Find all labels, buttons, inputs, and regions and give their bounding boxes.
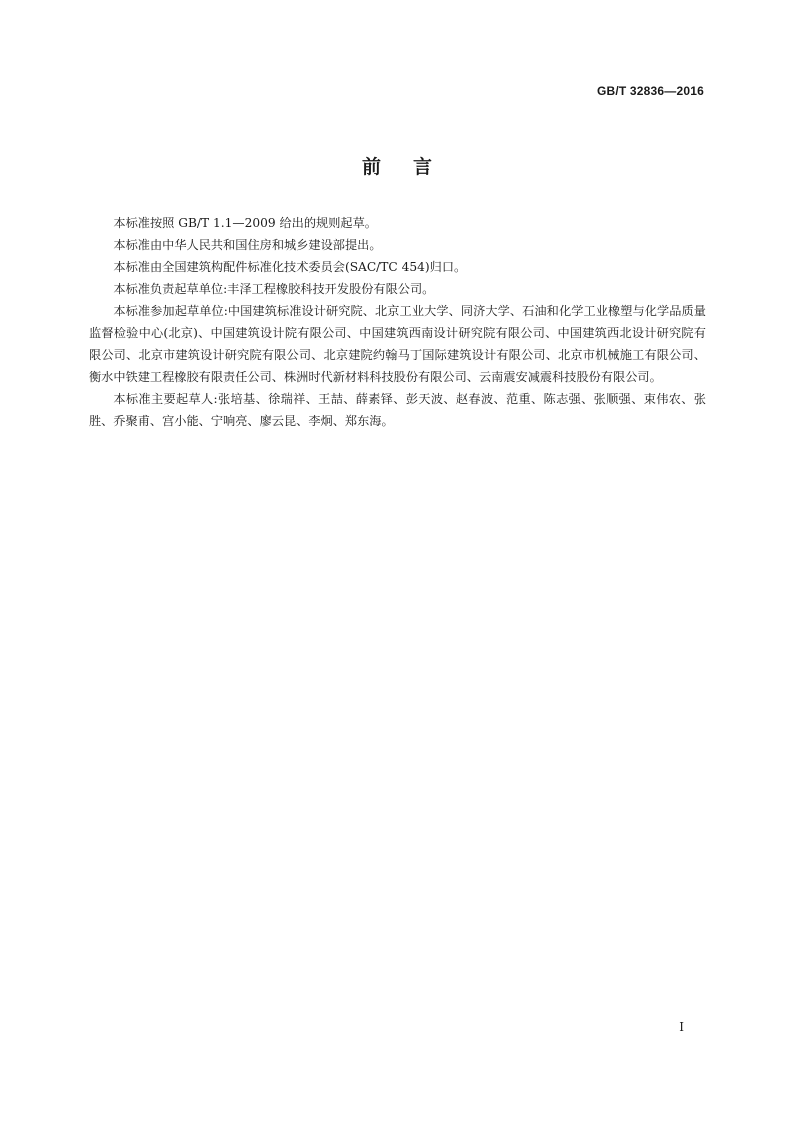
paragraph-main-drafters: 本标准主要起草人:张培基、徐瑞祥、王喆、薛素铎、彭天波、赵春波、范重、陈志强、张顺强、束伟农、张胜、乔聚甫、宫小能、宁响亮、廖云昆、李炯、郑东海。 (89, 392, 706, 428)
paragraph-drafting-rules: 本标准按照 GB/T 1.1—2009 给出的规则起草。 (113, 216, 377, 230)
paragraph-under-jurisdiction: 本标准由全国建筑构配件标准化技术委员会(SAC/TC 454)归口。 (113, 260, 467, 274)
page-number: I (679, 1020, 684, 1034)
paragraph-participating-drafters: 本标准参加起草单位:中国建筑标准设计研究院、北京工业大学、同济大学、石油和化学工业橡塑与化学品质量监督检验中心(北京)、中国建筑设计院有限公司、中国建筑西南设计研究院有限公司、中国建筑西北设计研究院有限公司、北京市建筑设计研究院有限公司、北京建院约翰马丁国际建筑设计有限公司、北京市机械施工有限公司、衡水中铁建工程橡胶有限责任公司、株洲时代新材料科技股份有限公司、云南震安减震科技股份有限公司。 (89, 304, 706, 384)
foreword-body (89, 212, 706, 432)
paragraph-proposed-by: 本标准由中华人民共和国住房和城乡建设部提出。 (113, 238, 382, 252)
standard-code: GB/T 32836—2016 (596, 84, 704, 98)
paragraph-responsible-drafter: 本标准负责起草单位:丰泽工程橡胶科技开发股份有限公司。 (113, 282, 435, 296)
page-title: 前言 (361, 156, 464, 178)
